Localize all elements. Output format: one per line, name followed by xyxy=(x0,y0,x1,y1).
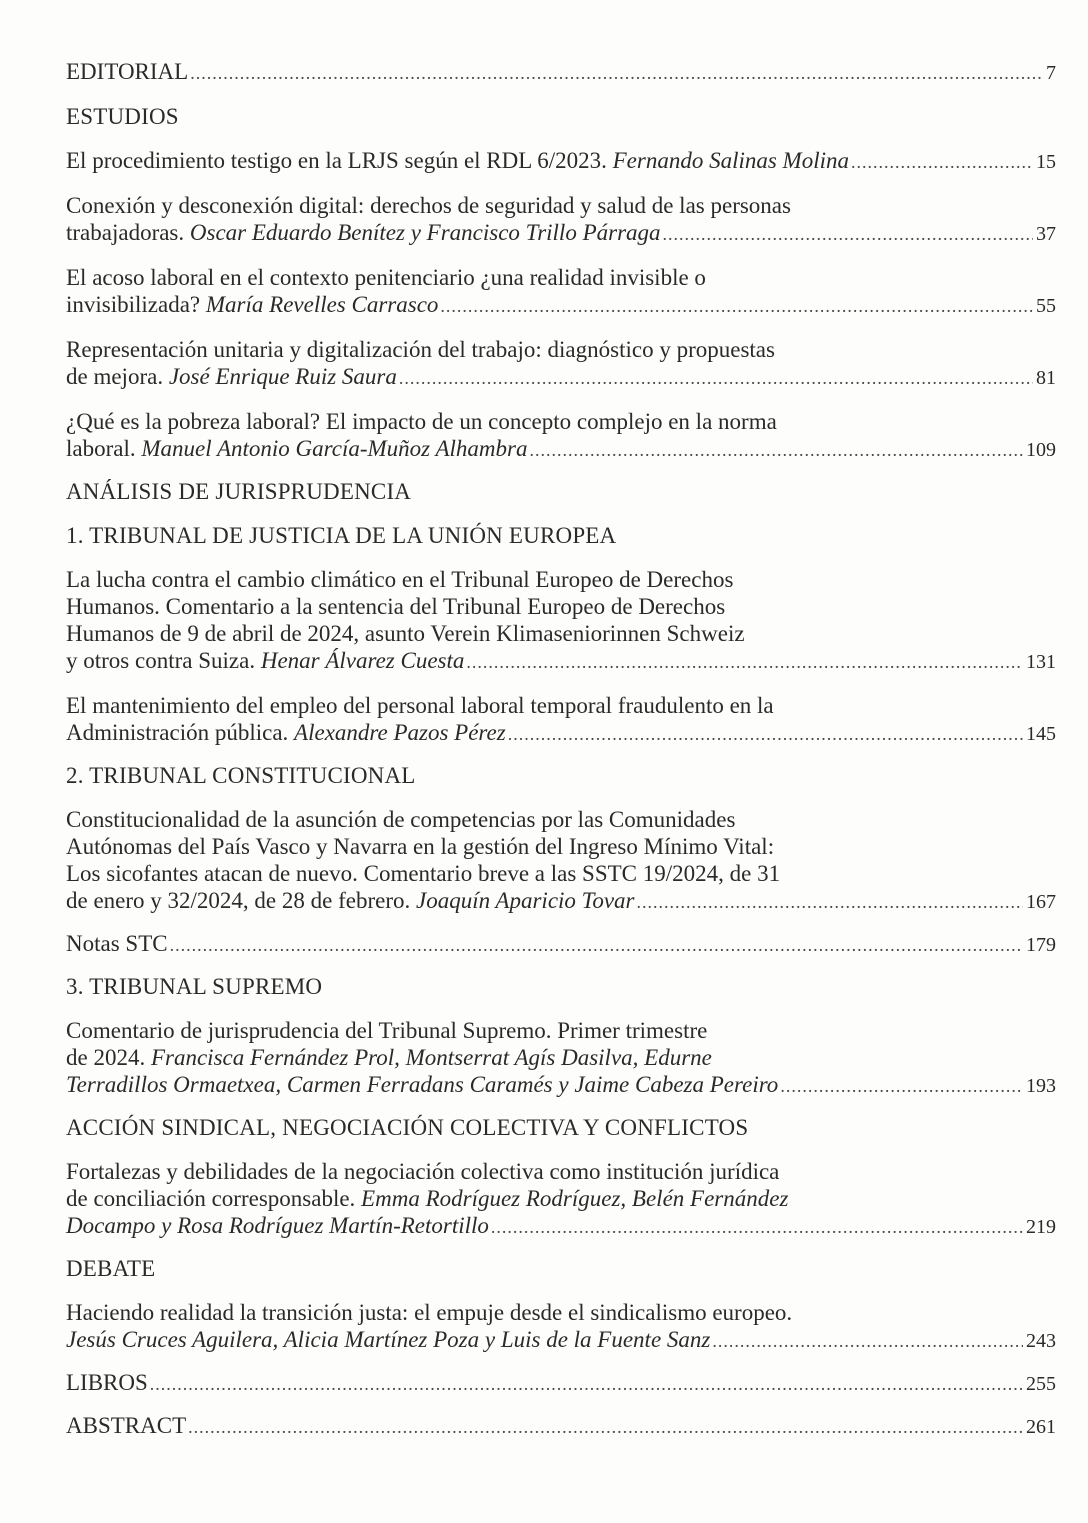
toc-entry-title: El procedimiento testigo en la LRJS según el RDL 6/2023. xyxy=(66,148,607,173)
subsection-heading-ts: 3. TRIBUNAL SUPREMO xyxy=(66,974,323,999)
section-heading-analisis: ANÁLISIS DE JURISPRUDENCIA xyxy=(66,479,412,504)
toc-entry xyxy=(66,1299,1056,1355)
dot-leader xyxy=(663,221,1033,248)
toc-entry-title: Fortalezas y debilidades de la negociación colectiva como institución jurídica xyxy=(66,1159,780,1184)
toc-entry-author: Oscar Eduardo Benítez y Francisco Trillo Párraga xyxy=(189,220,661,245)
toc-entry-title-cont: laboral. xyxy=(66,436,136,461)
toc-entry-title-cont: de 2024. xyxy=(66,1045,146,1070)
page-number: 243 xyxy=(1026,1330,1056,1352)
page-number: 81 xyxy=(1036,367,1056,389)
dot-leader xyxy=(508,721,1023,748)
toc-entry-abstract xyxy=(66,1412,1056,1441)
toc-entry-title-cont: Autónomas del País Vasco y Navarra en la gestión del Ingreso Mínimo Vital: xyxy=(66,834,775,859)
toc-entry-title-cont: y otros contra Suiza. xyxy=(66,648,256,673)
toc-entry-title: Representación unitaria y digitalización del trabajo: diagnóstico y propuestas xyxy=(66,337,775,362)
page-number: 145 xyxy=(1026,723,1056,745)
toc-entry xyxy=(66,147,1056,176)
toc-entry xyxy=(66,192,1056,248)
toc-entry-author: Manuel Antonio García-Muñoz Alhambra xyxy=(141,436,528,461)
toc-entry xyxy=(66,408,1056,464)
toc-entry-author: Alexandre Pazos Pérez xyxy=(294,720,506,745)
toc-entry xyxy=(66,264,1056,320)
subsection-heading-tc: 2. TRIBUNAL CONSTITUCIONAL xyxy=(66,763,416,788)
dot-leader xyxy=(851,149,1033,176)
toc-entry xyxy=(66,336,1056,392)
toc-entry xyxy=(66,1158,1056,1241)
toc-entry xyxy=(66,692,1056,748)
toc-entry-libros xyxy=(66,1369,1056,1398)
toc-entry-title-cont: trabajadoras. xyxy=(66,220,185,245)
toc-entry-title-cont: de mejora. xyxy=(66,364,164,389)
toc-entry-title: El mantenimiento del empleo del personal laboral temporal fraudulento en la xyxy=(66,693,774,718)
dot-leader xyxy=(399,365,1033,392)
toc-entry-title: Haciendo realidad la transición justa: el empuje desde el sindicalismo europeo. xyxy=(66,1300,793,1325)
subsection-heading-tjue: 1. TRIBUNAL DE JUSTICIA DE LA UNIÓN EUROPEA xyxy=(66,523,617,548)
dot-leader xyxy=(780,1073,1023,1100)
toc-entry xyxy=(66,1017,1056,1100)
toc-entry-author: Joaquín Aparicio Tovar xyxy=(416,888,635,913)
page-number: 179 xyxy=(1026,934,1056,956)
toc-entry-title-cont: de enero y 32/2024, de 28 de febrero. xyxy=(66,888,411,913)
toc-entry-author: Henar Álvarez Cuesta xyxy=(260,648,465,673)
page-number: 37 xyxy=(1036,223,1056,245)
toc-entry-title-cont: Administración pública. xyxy=(66,720,289,745)
dot-leader xyxy=(529,437,1023,464)
toc-entry xyxy=(66,566,1056,676)
dot-leader xyxy=(188,1414,1023,1441)
toc-entry-notas-stc xyxy=(66,930,1056,959)
toc-entry-title: La lucha contra el cambio climático en el Tribunal Europeo de Derechos xyxy=(66,567,734,592)
toc-entry-author: Francisca Fernández Prol, Montserrat Agís Dasilva, Edurne xyxy=(150,1045,712,1070)
page-number: 109 xyxy=(1026,439,1056,461)
page-number: 131 xyxy=(1026,651,1056,673)
dot-leader xyxy=(712,1328,1023,1355)
dot-leader xyxy=(491,1214,1023,1241)
toc-entry-title-cont: Humanos. Comentario a la sentencia del Tribunal Europeo de Derechos xyxy=(66,594,726,619)
toc-entry-title: LIBROS xyxy=(66,1370,148,1395)
toc-entry-author: Jesús Cruces Aguilera, Alicia Martínez Poza y Luis de la Fuente Sanz xyxy=(66,1327,711,1352)
toc-entry-author-cont: Docampo y Rosa Rodríguez Martín-Retortillo xyxy=(66,1213,489,1238)
toc-entry-title: El acoso laboral en el contexto penitenciario ¿una realidad invisible o xyxy=(66,265,706,290)
page-number: 261 xyxy=(1026,1416,1056,1438)
section-heading-accion-sindical: ACCIÓN SINDICAL, NEGOCIACIÓN COLECTIVA Y CONFLICTOS xyxy=(66,1115,749,1140)
toc-entry-author-cont: Terradillos Ormaetxea, Carmen Ferradans Caramés y Jaime Cabeza Pereiro xyxy=(66,1072,779,1097)
toc-entry-title: Comentario de jurisprudencia del Tribunal Supremo. Primer trimestre xyxy=(66,1018,708,1043)
toc-entry-title-cont: Los sicofantes atacan de nuevo. Comentario breve a las SSTC 19/2024, de 31 xyxy=(66,861,781,886)
toc-entry-title: Constitucionalidad de la asunción de competencias por las Comunidades xyxy=(66,807,736,832)
dot-leader xyxy=(440,293,1033,320)
page-number: 7 xyxy=(1046,62,1056,84)
toc-entry-title: Conexión y desconexión digital: derechos de seguridad y salud de las personas xyxy=(66,193,791,218)
section-heading-debate: DEBATE xyxy=(66,1256,156,1281)
page-number: 167 xyxy=(1026,891,1056,913)
toc-entry-title: Notas STC xyxy=(66,931,168,956)
page-number: 15 xyxy=(1036,151,1056,173)
page-number: 255 xyxy=(1026,1373,1056,1395)
toc-entry-title: ABSTRACT xyxy=(66,1413,187,1438)
page-number: 55 xyxy=(1036,295,1056,317)
page-number: 219 xyxy=(1026,1216,1056,1238)
toc-entry-editorial xyxy=(66,58,1056,87)
toc-entry-author: José Enrique Ruiz Saura xyxy=(168,364,397,389)
toc-entry xyxy=(66,806,1056,916)
toc-entry-title: EDITORIAL xyxy=(66,59,189,84)
toc-entry-author: Fernando Salinas Molina xyxy=(612,148,849,173)
toc-entry-author: Emma Rodríguez Rodríguez, Belén Fernández xyxy=(361,1186,789,1211)
dot-leader xyxy=(466,649,1023,676)
dot-leader xyxy=(170,932,1023,959)
section-heading-estudios: ESTUDIOS xyxy=(66,104,179,129)
toc-entry-author: María Revelles Carrasco xyxy=(205,292,439,317)
toc-entry-title-cont: Humanos de 9 de abril de 2024, asunto Verein Klimaseniorinnen Schweiz xyxy=(66,621,745,646)
dot-leader xyxy=(150,1371,1023,1398)
dot-leader xyxy=(637,889,1023,916)
toc-entry-title-cont: de conciliación corresponsable. xyxy=(66,1186,356,1211)
page-number: 193 xyxy=(1026,1075,1056,1097)
toc-entry-title: ¿Qué es la pobreza laboral? El impacto de un concepto complejo en la norma xyxy=(66,409,777,434)
dot-leader xyxy=(190,60,1043,87)
toc-entry-title-cont: invisibilizada? xyxy=(66,292,201,317)
